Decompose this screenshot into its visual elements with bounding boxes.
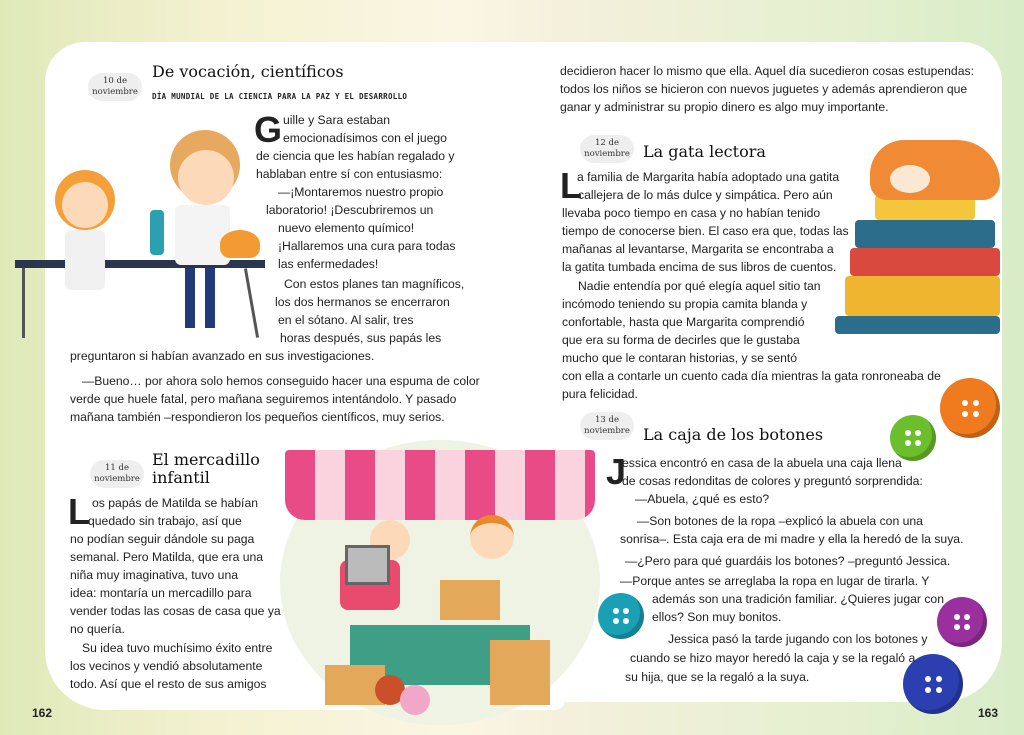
story2-date	[90, 460, 144, 488]
story1-drop-cap: G	[254, 109, 283, 150]
text-line: semanal. Pero Matilda, que era una	[70, 550, 264, 564]
date-month: noviembre	[584, 426, 630, 436]
date-day: 10 de	[103, 76, 127, 86]
text-line: horas después, sus papás les	[280, 331, 442, 345]
text-line: —Abuela, ¿qué es esto?	[635, 492, 770, 506]
story1-title: De vocación, científicos	[152, 62, 344, 81]
text-line: preguntaron si habían avanzado en sus investigaciones.	[70, 349, 375, 363]
text-line: Jessica pasó la tarde jugando con los botones y	[668, 632, 928, 646]
purple-button-illustration	[937, 597, 987, 647]
text-line: sonrisa–. Esta caja era de mi madre y ella la heredó de la suya.	[620, 532, 964, 546]
story2-title-line2: infantil	[152, 468, 210, 487]
text-line: en el sótano. Al salir, tres	[278, 313, 414, 327]
text-line: mucho que le contaran historias, y se sentó	[562, 351, 798, 365]
story1-date	[88, 73, 142, 101]
story4-title: La caja de los botones	[643, 425, 824, 444]
story4-date	[580, 412, 634, 440]
text-line: mañanas al levantarse, Margarita se encontraba a	[562, 242, 834, 256]
text-line: incómodo teniendo su propia camita blanda y	[562, 297, 808, 311]
text-line: confortable, hasta que Margarita comprendió	[562, 315, 805, 329]
page-number-right: 163	[978, 706, 999, 720]
market-stall-illustration	[280, 440, 600, 720]
text-line: los vecinos y vendió absolutamente	[70, 659, 263, 673]
text-line: cuando se hizo mayor heredó la caja y se la regaló a	[630, 651, 916, 665]
text-line: no podían seguir dándole su paga	[70, 532, 255, 546]
text-line: Su idea tuvo muchísimo éxito entre	[82, 641, 273, 655]
date-month: noviembre	[92, 87, 138, 97]
text-line: verde que huele fatal, pero mañana seguiremos intentándolo. Y pasado	[70, 392, 457, 406]
date-day: 13 de	[595, 415, 619, 425]
orange-button-illustration	[940, 378, 1000, 438]
text-line: todos los niños se hicieron con nuevos juguetes y además aprendieron que	[560, 82, 968, 96]
text-line: essica encontró en casa de la abuela una caja llena	[622, 456, 902, 470]
text-line: pura felicidad.	[562, 387, 638, 401]
text-line: no quería.	[70, 622, 125, 636]
text-line: a familia de Margarita había adoptado una gatita	[577, 170, 840, 184]
story3-date	[580, 135, 634, 163]
text-line: los dos hermanos se encerraron	[275, 295, 450, 309]
text-line: hablaban entre sí con entusiasmo:	[256, 167, 443, 181]
text-line: ganar y administrar su propio dinero es algo muy importante.	[560, 100, 889, 114]
text-line: mañana también –respondieron los pequeños científicos, muy serios.	[70, 410, 445, 424]
text-line: decidieron hacer lo mismo que ella. Aquel día sucedieron cosas estupendas:	[560, 64, 974, 78]
text-line: uille y Sara estaban	[283, 113, 391, 127]
text-line: emocionadísimos con el juego	[283, 131, 447, 145]
page-number-left: 162	[32, 706, 53, 720]
text-line: —Son botones de la ropa –explicó la abuela con una	[637, 514, 923, 528]
text-line: laboratorio! ¡Descubriremos un	[266, 203, 434, 217]
text-line: —Porque antes se arreglaba la ropa en lugar de tirarla. Y	[620, 574, 930, 588]
text-line: su hija, que se la regaló a la suya.	[625, 670, 810, 684]
date-month: noviembre	[94, 474, 140, 484]
date-month: noviembre	[584, 149, 630, 159]
cat-on-books-illustration	[830, 130, 1020, 340]
text-line: ¡Hallaremos una cura para todas	[278, 239, 456, 253]
text-line: de ciencia que les habían regalado y	[256, 149, 455, 163]
date-day: 12 de	[595, 138, 619, 148]
story4-drop-cap: J	[606, 451, 627, 492]
text-line: la gatita tumbada encima de sus libros de cuentos.	[562, 260, 837, 274]
story3-title: La gata lectora	[643, 142, 766, 161]
text-line: nuevo elemento químico!	[278, 221, 415, 235]
text-line: Con estos planes tan magníficos,	[284, 277, 465, 291]
text-line: vender todas las cosas de casa que ya	[70, 604, 281, 618]
text-line: tiempo de conocerse bien. El caso era que, todas las	[562, 224, 849, 238]
text-line: idea: montaría un mercadillo para	[70, 586, 252, 600]
text-line: las enfermedades!	[278, 257, 379, 271]
text-line: —Bueno… por ahora solo hemos conseguido hacer una espuma de color	[82, 374, 480, 388]
story2-title-line1: El mercadillo	[152, 450, 260, 469]
scientists-illustration	[10, 110, 270, 340]
text-line: Nadie entendía por qué elegía aquel sitio tan	[578, 279, 821, 293]
text-line: quedado sin trabajo, así que	[88, 514, 242, 528]
story1-subtitle: DÍA MUNDIAL DE LA CIENCIA PARA LA PAZ Y EL DESARROLLO	[152, 92, 408, 101]
teal-button-illustration	[598, 593, 644, 639]
date-day: 11 de	[105, 463, 129, 473]
story3-drop-cap: L	[560, 165, 582, 206]
text-line: os papás de Matilda se habían	[92, 496, 259, 510]
text-line: además son una tradición familiar. ¿Quieres jugar con	[652, 592, 944, 606]
text-line: llevaba poco tiempo en casa y no habían tenido	[562, 206, 821, 220]
text-line: callejera de lo más dulce y simpática. Pero aún	[578, 188, 833, 202]
text-line: —¿Pero para qué guardáis los botones? –preguntó Jessica.	[625, 554, 951, 568]
text-line: niña muy imaginativa, tuvo una	[70, 568, 239, 582]
text-line: —¡Montaremos nuestro propio	[278, 185, 444, 199]
text-line: todo. Así que el resto de sus amigos	[70, 677, 267, 691]
text-line: que era su forma de decirles que le gustaba	[562, 333, 800, 347]
text-line: de cosas redonditas de colores y preguntó sorprendida:	[622, 474, 923, 488]
text-line: con ella a contarle un cuento cada día mientras la gata ronroneaba de	[562, 369, 941, 383]
text-line: ellos? Son muy bonitos.	[652, 610, 782, 624]
story2-drop-cap: L	[68, 491, 90, 532]
